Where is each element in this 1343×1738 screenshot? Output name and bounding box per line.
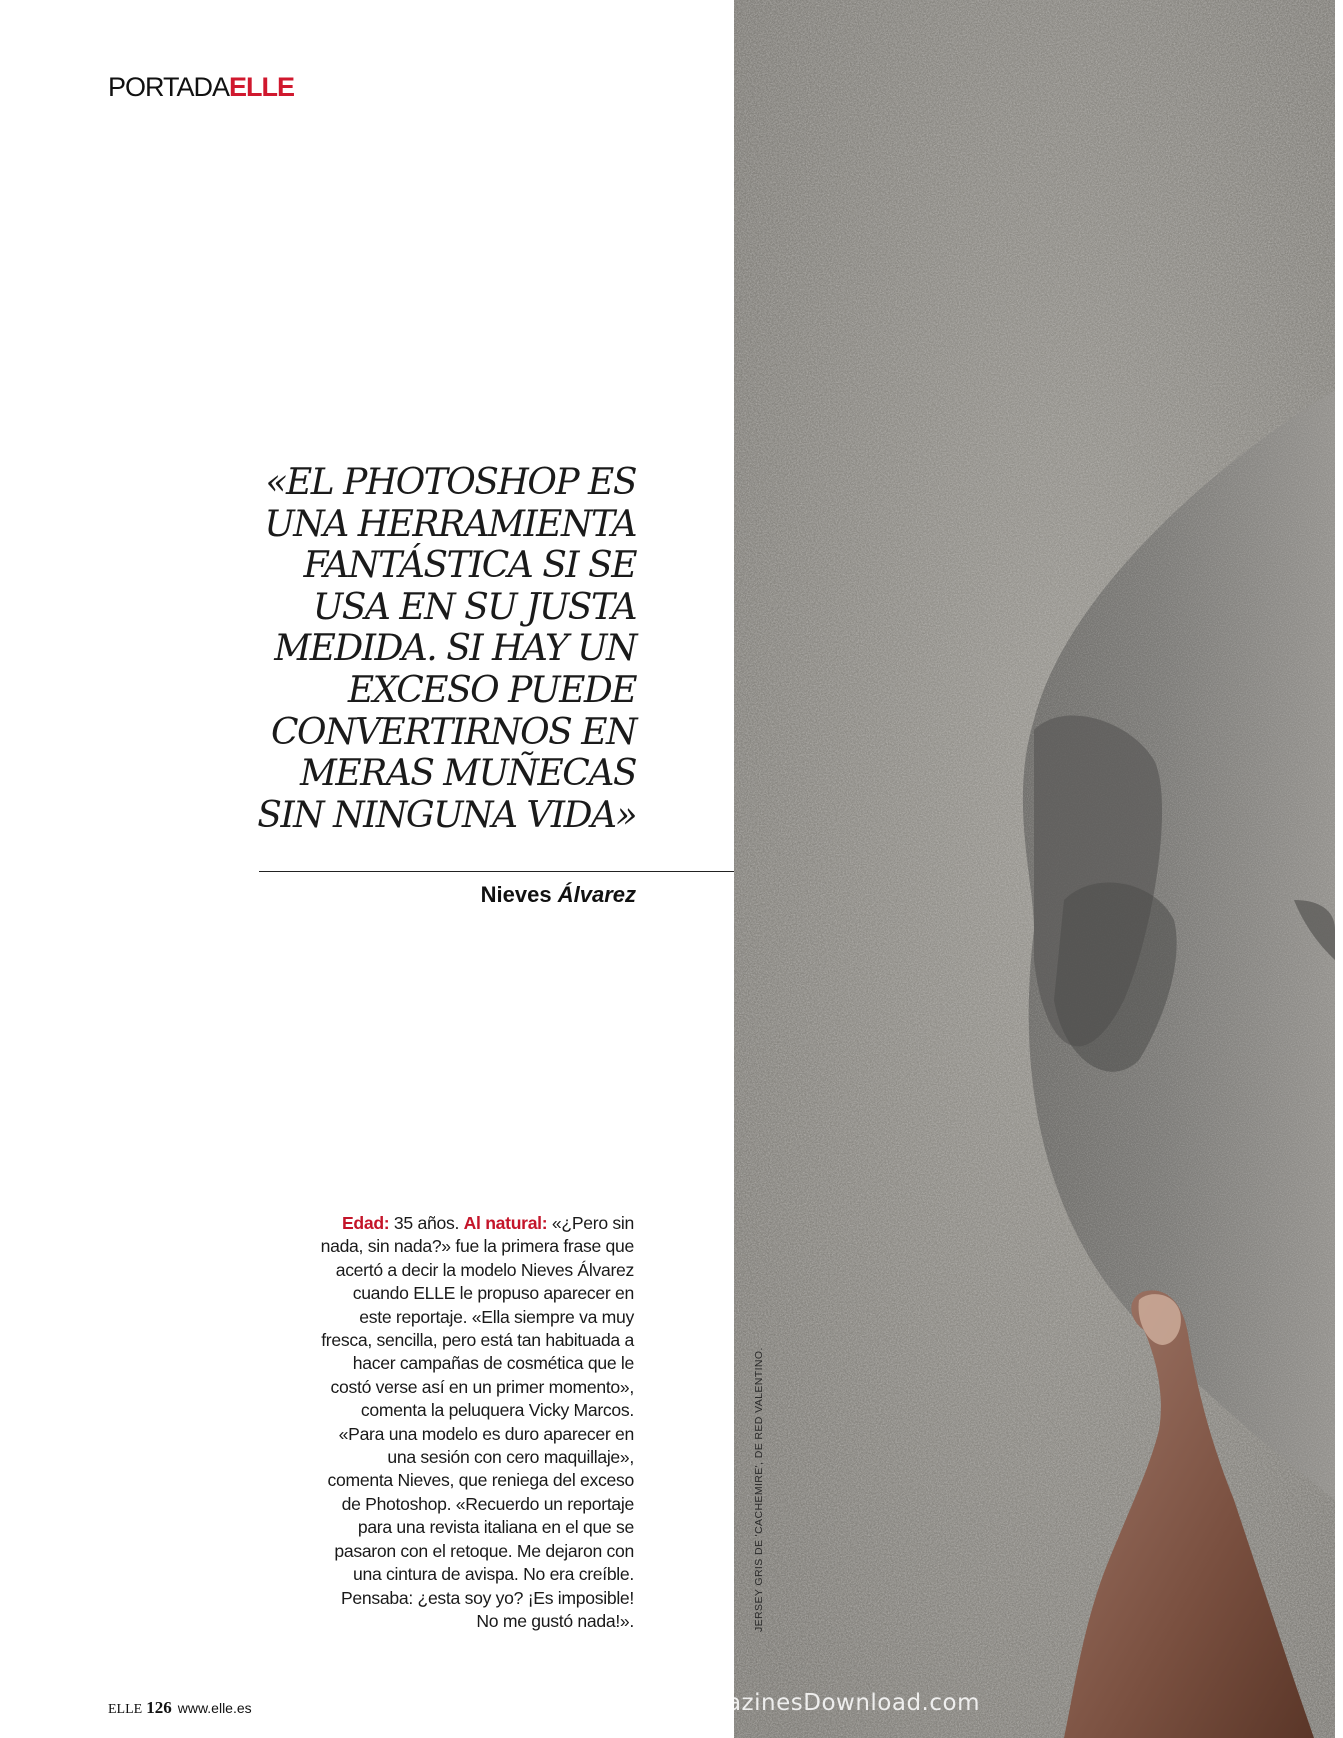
- quote-attribution: [400, 882, 636, 908]
- natural-label: Al natural:: [463, 1213, 548, 1233]
- footer-url: www.elle.es: [177, 1700, 252, 1716]
- quote-line: UNA HERRAMIENTA: [264, 503, 636, 545]
- cover-photo: [734, 0, 1335, 1738]
- pull-quote: [238, 462, 636, 836]
- footer-brand: ELLE: [108, 1702, 143, 1717]
- page-number: 126: [146, 1698, 172, 1717]
- quote-line: SIN NINGUNA VIDA»: [257, 794, 636, 836]
- photo-credit: JERSEY GRIS DE 'CACHEMIRE', DE RED VALENTINO.: [753, 1347, 765, 1632]
- author-last-name: Álvarez: [557, 882, 636, 907]
- quote-line: USA EN SU JUSTA: [312, 586, 636, 628]
- age-label: Edad:: [341, 1213, 390, 1233]
- quote-line: FANTÁSTICA SI SE: [303, 545, 636, 587]
- quote-line: «EL PHOTOSHOP ES: [265, 462, 636, 503]
- watermark: Find more magazines at: MagazinesDownload.com: [373, 1690, 980, 1716]
- quote-divider: [259, 871, 734, 872]
- brand-logo: ELLE: [229, 72, 295, 102]
- age-value: 35 años.: [389, 1213, 464, 1233]
- page-footer: [108, 1698, 252, 1718]
- body-copy: «¿Pero sin nada, sin nada?» fue la primera frase que acertó a decir la modelo Nieves Álvarez cuando ELLE le propuso aparecer en este reportaje. «Ella siempre va muy fresca, sencilla, pero está tan habituada a hacer campañas de cosmética que le costó verse así en un primer momento», comenta la peluquera Vicky Marcos. «Para una modelo es duro aparecer en una sesión con cero maquillaje», comenta Nieves, que reniega del exceso de Photoshop. «Recuerdo un reportaje para una revista italiana en el que se pasaron con el retoque. Me dejaron con una cintura de avispa. No era creíble. Pensaba: ¿esta soy yo? ¡Es imposible! No me gustó nada!».: [320, 1213, 634, 1631]
- quote-line: MEDIDA. SI HAY UN: [274, 628, 636, 670]
- quote-line: MERAS MUÑECAS: [299, 753, 636, 795]
- section-label: [108, 72, 294, 103]
- section-name: PORTADA: [108, 72, 230, 102]
- quote-line: CONVERTIRNOS EN: [270, 711, 636, 753]
- photo-illustration: [734, 0, 1335, 1738]
- body-paragraph: [320, 1212, 634, 1633]
- author-first-name: Nieves: [480, 882, 552, 907]
- quote-line: EXCESO PUEDE: [347, 669, 636, 711]
